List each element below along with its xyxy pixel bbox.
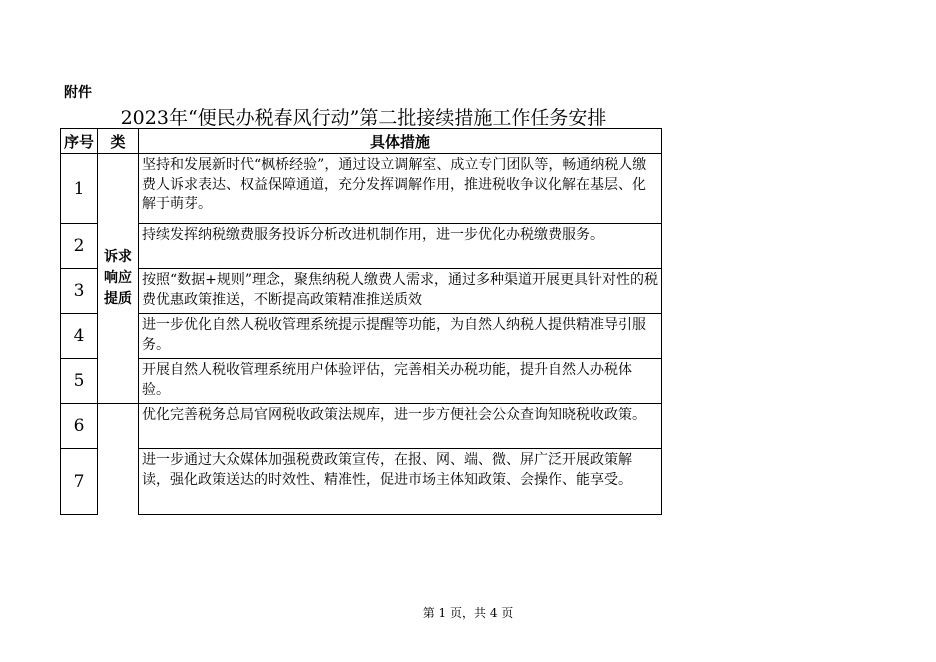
row-measure-cell [139, 269, 662, 314]
row-number: 4 [61, 314, 98, 359]
header-category: 类 [98, 129, 139, 154]
table-row [61, 449, 662, 515]
header-no: 序号 [61, 129, 98, 154]
table-row [61, 269, 662, 314]
row-measure: 坚持和发展新时代“枫桥经验”，通过设立调解室、成立专门团队等，畅通纳税人缴费人诉求表达、权益保障通道，充分发挥调解作用，推进税收争议化解在基层、化解于萌芽。 [139, 154, 662, 224]
row-measure: 进一步通过大众媒体加强税费政策宣传，在报、网、端、微、屏广泛开展政策解读，强化政策送达的时效性、精准性，促进市场主体知政策、会操作、能享受。 [139, 449, 662, 515]
row-measure: 持续发挥纳税缴费服务投诉分析改进机制作用，进一步优化办税缴费服务。 [139, 224, 662, 269]
row-number: 6 [61, 404, 98, 449]
table-header-row [61, 129, 662, 154]
row-number: 5 [61, 359, 98, 404]
category-label: 诉求响应提质 [104, 249, 132, 307]
row-number: 7 [61, 449, 98, 515]
row-measure: 开展自然人税收管理系统用户体验评估，完善相关办税功能，提升自然人办税体验。 [139, 359, 662, 404]
row-number: 1 [61, 154, 98, 224]
page-footer: 第 1 页，共 4 页 [422, 606, 514, 620]
document-title: 2023年“便民办税春风行动”第二批接续措施工作任务安排 [120, 107, 607, 129]
category-cell [98, 154, 139, 404]
header-measure: 具体措施 [139, 129, 662, 154]
table-row [61, 314, 662, 359]
row-measure: 优化完善税务总局官网税收政策法规库，进一步方便社会公众查询知晓税收政策。 [139, 404, 662, 449]
row-measure: 按照“数据+规则”理念，聚焦纳税人缴费人需求，通过多种渠道开展更具针对性的税费优惠政策推送，不断提高政策精准推送质效 [142, 272, 659, 308]
table-row [61, 154, 662, 224]
table-row [61, 359, 662, 404]
attachment-label: 附件 [64, 85, 92, 101]
table-row [61, 404, 662, 449]
task-table [60, 128, 662, 515]
category-cell-empty [98, 404, 139, 515]
row-measure: 进一步优化自然人税收管理系统提示提醒等功能，为自然人纳税人提供精准导引服务。 [139, 314, 662, 359]
table-row [61, 224, 662, 269]
row-number: 2 [61, 224, 98, 269]
row-number: 3 [61, 269, 98, 314]
